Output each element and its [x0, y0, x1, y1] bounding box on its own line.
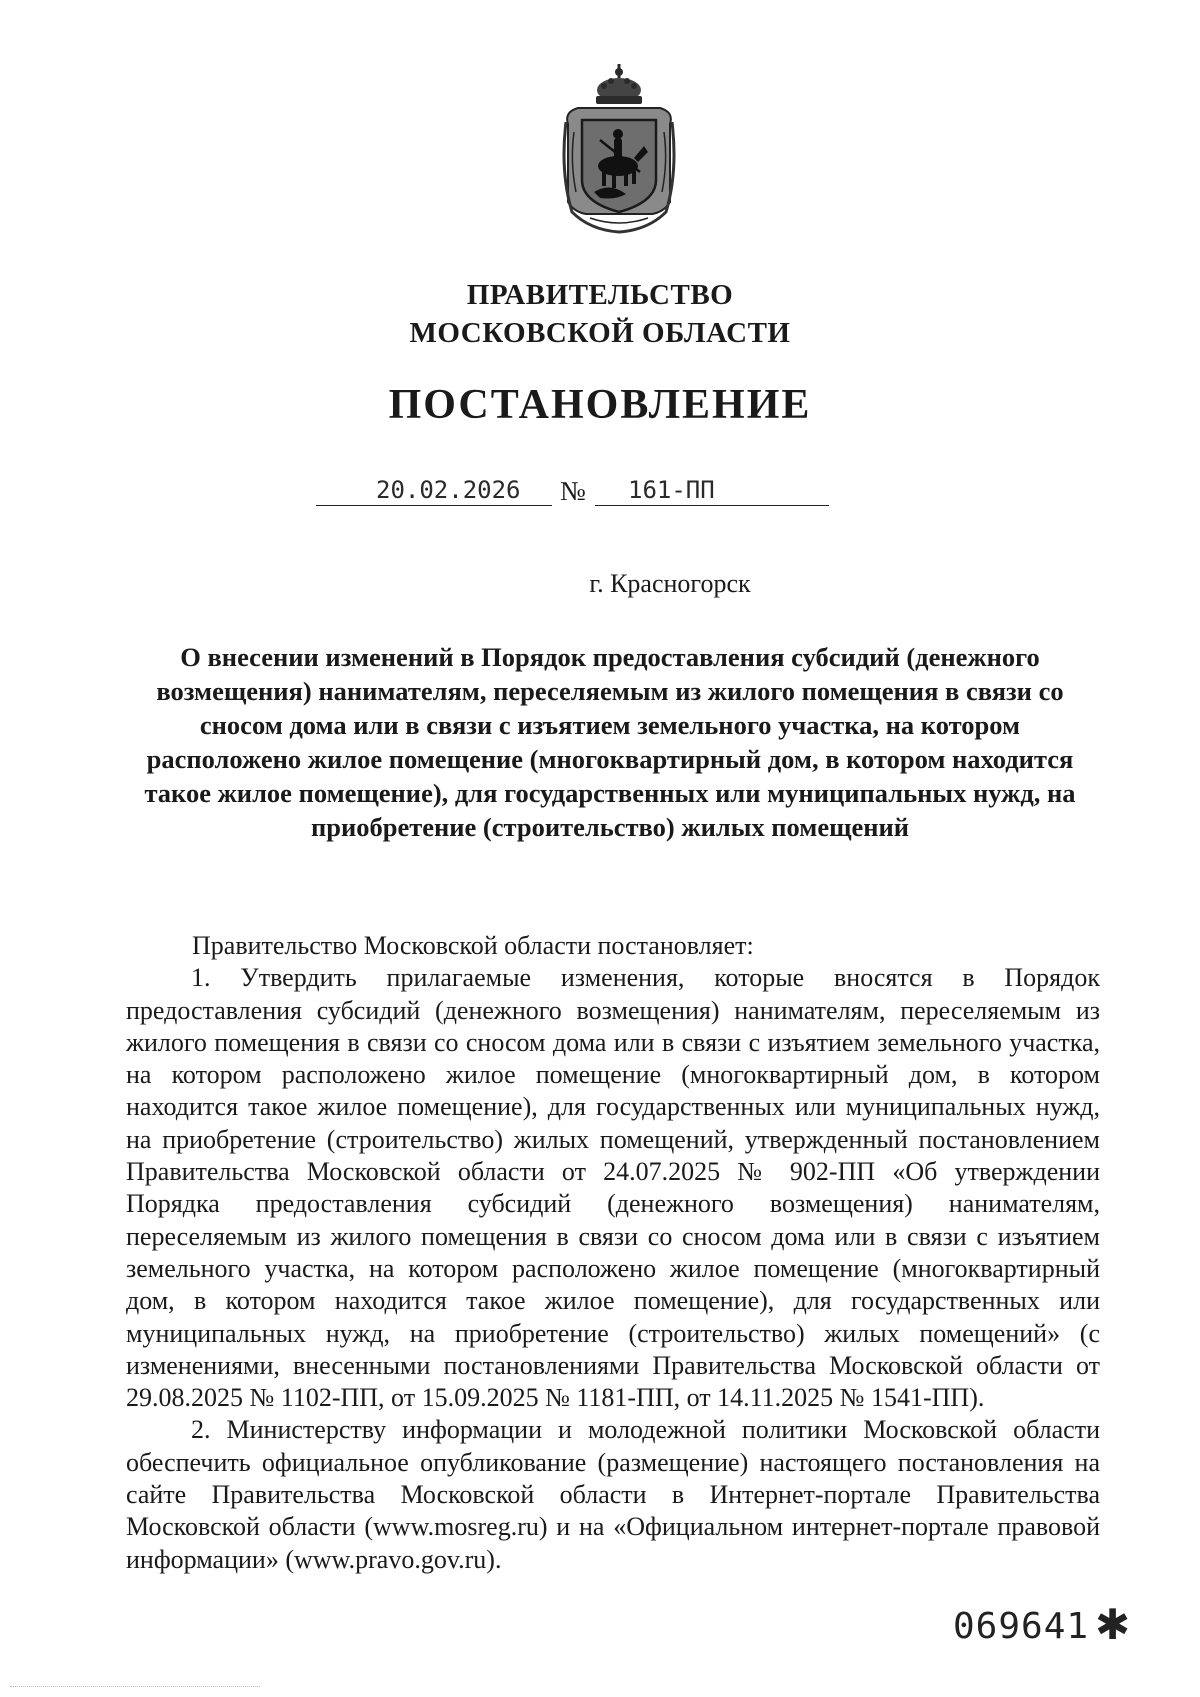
government-name-line2: МОСКОВСКОЙ ОБЛАСТИ: [409, 317, 791, 349]
document-date: 20.02.2026: [376, 476, 521, 504]
asterisk-mark: ✱: [1095, 1603, 1131, 1649]
document-number: 161-ПП: [628, 476, 715, 504]
date-underline: [316, 505, 552, 506]
paragraph-2: 2. Министерству информации и молодежной политики Московской области обеспечить официальное опубликование (размещение) настоящего постановления на сайте Правительства Московской области в Интернет-портале Правительства Московской области (www.mosreg.ru) и на «Официальном интернет-портале правовой информации» (www.pravo.gov.ru).: [126, 1415, 1100, 1574]
number-underline: [595, 505, 829, 506]
paragraph-1: 1. Утвердить прилагаемые изменения, которые вносятся в Порядок предоставления субсидий (денежного возмещения) нанимателям, переселяемым из жилого помещения в связи со сносом дома или в связи с изъятием земельного участка, на котором расположено жилое помещение (многоквартирный дом, в котором находится такое жилое помещение), для государственных или муниципальных нужд, на приобретение (строительство) жилых помещений, утвержденный постановлением Правительства Московской области от 24.07.2025 № 902-ПП «Об утверждении Порядка предоставления субсидий (денежного возмещения) нанимателям, переселяемым из жилого помещения в связи со сносом дома или в связи с изъятием земельного участка, на котором расположено жилое помещение (многоквартирный дом, в котором находится такое жилое помещение), для государственных или муниципальных нужд, на приобретение (строительство) жилых помещений» (с изменениями, внесенными постановлениями Правительства Московской области от 29.08.2025 № 1102-ПП, от 15.09.2025 № 1181-ПП, от 14.11.2025 № 1541-ПП).: [126, 963, 1100, 1413]
document-title: О внесении изменений в Порядок предоставления субсидий (денежного возмещения) нанимателям, переселяемым из жилого помещения в связи со сносом дома или в связи с изъятием земельного участка, на котором расположено жилое помещение (многоквартирный дом, в котором находится такое жилое помещение), для государственных или муниципальных нужд, на приобретение (строительство) жилых помещений: [144, 642, 1076, 842]
date-number-line: [0, 474, 1200, 514]
coat-of-arms-icon: [560, 62, 678, 234]
document-type: ПОСТАНОВЛЕНИЕ: [388, 382, 812, 428]
document-body: [126, 930, 1100, 1576]
number-sign: №: [560, 476, 586, 506]
serial-number: 069641: [953, 1606, 1090, 1647]
government-name-line1: ПРАВИТЕЛЬСТВО: [466, 279, 734, 311]
intro-paragraph: Правительство Московской области постановляет:: [192, 931, 754, 960]
scan-artifact-line: [10, 1686, 260, 1687]
document-city: г. Красногорск: [589, 569, 751, 598]
